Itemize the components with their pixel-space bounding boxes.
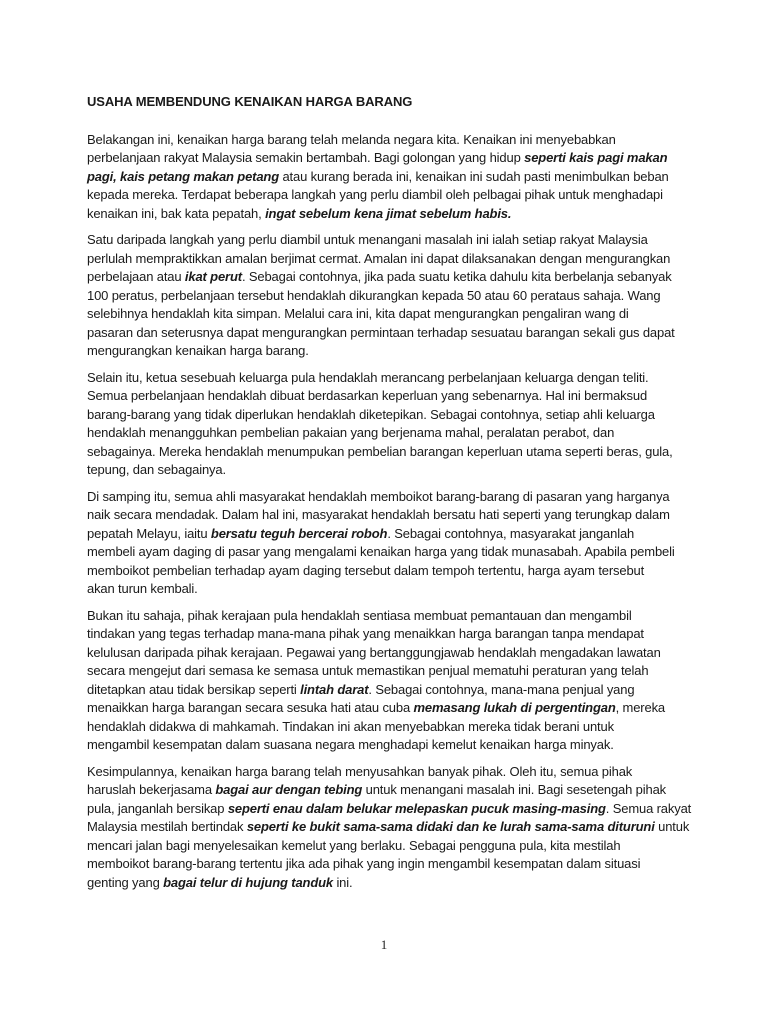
text-run: untuk <box>654 819 690 834</box>
text-run: tindakan yang tegas terhadap mana-mana pihak yang menaikkan harga barangan tanpa mendapat <box>87 626 644 641</box>
text-run: mengurangkan kenaikan harga barang. <box>87 343 309 358</box>
text-run: , mereka <box>615 700 665 715</box>
text-line <box>87 387 697 406</box>
text-run: perbelanjaan rakyat Malaysia semakin bertambah. Bagi golongan yang hidup <box>87 150 525 165</box>
text-run: memboikot barang-barang tertentu jika ada pihak yang ingin mengambil kesempatan dalam situasi <box>87 856 641 871</box>
text-run: pasaran dan seterusnya dapat mengurangkan permintaan terhadap sesuatau barangan sekali gus dapat <box>87 324 675 340</box>
text-run: Belakangan ini, kenaikan harga barang telah melanda negara kita. Kenaikan ini menyebabkan <box>87 131 616 147</box>
text-run: Di samping itu, semua ahli masyarakat hendaklah memboikot barang-barang di pasaran yang harganya <box>87 488 670 504</box>
text-run: perbelajaan atau <box>87 269 185 284</box>
proverb-emphasis: seperti enau dalam belukar melepaskan pucuk masing-masing <box>227 800 606 816</box>
proverb-emphasis: bagai telur di hujung tanduk <box>163 874 333 890</box>
text-run: 100 peratus, perbelanjaan tersebut hendaklah dikurangkan kepada 50 atau 60 perataus sahaja. Wang <box>87 287 661 303</box>
text-line <box>87 874 697 893</box>
paragraph <box>87 131 697 224</box>
text-line <box>87 131 697 150</box>
text-run: Bukan itu sahaja, pihak kerajaan pula hendaklah sentiasa membuat pemantauan dan mengambil <box>87 607 632 623</box>
text-line <box>87 443 697 462</box>
text-line <box>87 406 697 425</box>
text-line <box>87 324 697 343</box>
text-line <box>87 287 697 306</box>
proverb-emphasis: lintah darat <box>300 681 369 697</box>
text-run: selebihnya hendaklah kita simpan. Melalui cara ini, kita dapat mengurangkan pengaliran wang di <box>87 306 629 321</box>
text-run: ditetapkan atau tidak bersikap seperti <box>87 681 301 697</box>
text-line <box>87 369 697 388</box>
text-line <box>87 149 697 168</box>
text-run: akan turun kembali. <box>87 581 198 596</box>
text-line <box>87 186 697 205</box>
text-line <box>87 488 697 507</box>
text-run: kenaikan ini, bak kata pepatah, <box>87 205 266 221</box>
document-content <box>87 93 697 900</box>
document-title: USAHA MEMBENDUNG KENAIKAN HARGA BARANG <box>87 94 413 109</box>
text-run: haruslah bekerjasama <box>87 782 216 797</box>
paragraph <box>87 607 697 755</box>
text-line <box>87 205 697 224</box>
text-run: membeli ayam daging di pasar yang mengalami kenaikan harga yang tidak munasabah. Apabila pembeli <box>87 544 675 559</box>
text-run: naik secara mendadak. Dalam hal ini, masyarakat hendaklah bersatu hati seperti yang terungkap dalam <box>87 507 670 522</box>
text-line <box>87 781 697 800</box>
text-run: kepada mereka. Terdapat beberapa langkah yang perlu diambil oleh pelbagai pihak untuk menghadapi <box>87 187 663 202</box>
text-line <box>87 681 697 700</box>
text-run: . Sebagai contohnya, mana-mana penjual yang <box>368 681 635 697</box>
text-line <box>87 506 697 525</box>
text-run: Kesimpulannya, kenaikan harga barang telah menyusahkan banyak pihak. Oleh itu, semua pihak <box>87 763 633 779</box>
paragraph <box>87 488 697 599</box>
document-body <box>87 131 697 893</box>
text-run: hendaklah didakwa di mahkamah. Tindakan ini akan menyebabkan mereka tidak berani untuk <box>87 718 614 734</box>
text-line <box>87 424 697 443</box>
paragraph <box>87 231 697 361</box>
text-run: tepung, dan sebagainya. <box>87 462 226 477</box>
text-run: mengambil kesempatan dalam suasana negara menghadapi kemelut kenaikan harga minyak. <box>87 737 614 752</box>
text-run: . Semua rakyat <box>605 800 692 816</box>
text-line <box>87 662 697 681</box>
text-line <box>87 818 697 837</box>
text-run: memboikot pembelian terhadap ayam daging tersebut dalam tempoh tertentu, harga ayam tersebut <box>87 562 645 578</box>
text-run: sebagainya. Mereka hendaklah menumpukan pembelian barangan keperluan utama seperti beras, gula, <box>87 443 673 459</box>
text-line <box>87 800 697 819</box>
text-run: perlulah mempraktikkan amalan berjimat cermat. Amalan ini dapat dilaksanakan dengan mengurangkan <box>87 250 671 266</box>
text-line <box>87 250 697 269</box>
text-line <box>87 718 697 737</box>
text-line <box>87 580 697 599</box>
text-line <box>87 837 697 856</box>
proverb-emphasis: bersatu teguh bercerai roboh <box>210 525 388 541</box>
proverb-emphasis: seperti ke bukit sama-sama didaki dan ke lurah sama-sama dituruni <box>246 819 655 834</box>
text-line <box>87 268 697 287</box>
text-line <box>87 525 697 544</box>
text-line <box>87 644 697 663</box>
text-line <box>87 607 697 626</box>
text-line <box>87 625 697 644</box>
text-line <box>87 305 697 324</box>
proverb-emphasis: ingat sebelum kena jimat sebelum habis. <box>265 205 512 221</box>
text-run: atau kurang berada ini, kenaikan ini sudah pasti menimbulkan beban <box>279 168 669 184</box>
proverb-emphasis: bagai aur dengan tebing <box>215 782 363 797</box>
text-run: kelulusan daripada pihak kerajaan. Pegawai yang bertanggungjawab hendaklah mengadakan lawatan <box>87 644 661 660</box>
text-run: pula, janganlah bersikap <box>87 800 228 816</box>
text-line <box>87 699 697 718</box>
text-run: secara mengejut dari semasa ke semasa untuk memastikan penjual mematuhi peraturan yang telah <box>87 663 649 678</box>
text-run: menaikkan harga barangan secara sesuka hati atau cuba <box>87 700 414 715</box>
text-line <box>87 763 697 782</box>
text-run: Malaysia mestilah bertindak <box>87 819 247 834</box>
proverb-emphasis: pagi, kais petang makan petang <box>87 168 279 184</box>
text-line <box>87 543 697 562</box>
text-run: . Sebagai contohnya, masyarakat janganlah <box>387 525 635 541</box>
text-run: untuk menangani masalah ini. Bagi sesetengah pihak <box>362 782 667 797</box>
text-line <box>87 562 697 581</box>
proverb-emphasis: ikat perut <box>184 269 242 284</box>
text-line <box>87 342 697 361</box>
proverb-emphasis: seperti kais pagi makan <box>524 150 668 165</box>
text-run: . Sebagai contohnya, jika pada suatu ketika dahulu kita berbelanja sebanyak <box>241 269 672 284</box>
text-line <box>87 736 697 755</box>
paragraph <box>87 369 697 480</box>
text-run: Semua perbelanjaan hendaklah dibuat berdasarkan keperluan yang sebenarnya. Hal ini bermaksud <box>87 388 648 403</box>
text-run: pepatah Melayu, iaitu <box>87 525 211 541</box>
text-run: hendaklah menangguhkan pembelian pakaian yang berjenama mahal, peralatan perabot, dan <box>87 425 615 440</box>
text-line <box>87 231 697 250</box>
paragraph <box>87 763 697 893</box>
text-run: Satu daripada langkah yang perlu diambil untuk menangani masalah ini ialah setiap rakyat Malaysia <box>87 232 648 247</box>
text-run: genting yang <box>87 874 164 890</box>
text-run: Selain itu, ketua sesebuah keluarga pula hendaklah merancang perbelanjaan keluarga dengan teliti. <box>87 369 649 385</box>
text-run: mencari jalan bagi menyelesaikan kemelut yang berlaku. Sebagai pengguna pula, kita mestilah <box>87 837 621 853</box>
text-line <box>87 168 697 187</box>
text-run: ini. <box>332 874 353 890</box>
page-number: 1 <box>380 937 388 952</box>
text-run: barang-barang yang tidak diperlukan hendaklah diketepikan. Sebagai contohnya, setiap ahli keluarga <box>87 406 655 422</box>
proverb-emphasis: memasang lukah di pergentingan <box>413 700 616 715</box>
text-line <box>87 461 697 480</box>
text-line <box>87 855 697 874</box>
